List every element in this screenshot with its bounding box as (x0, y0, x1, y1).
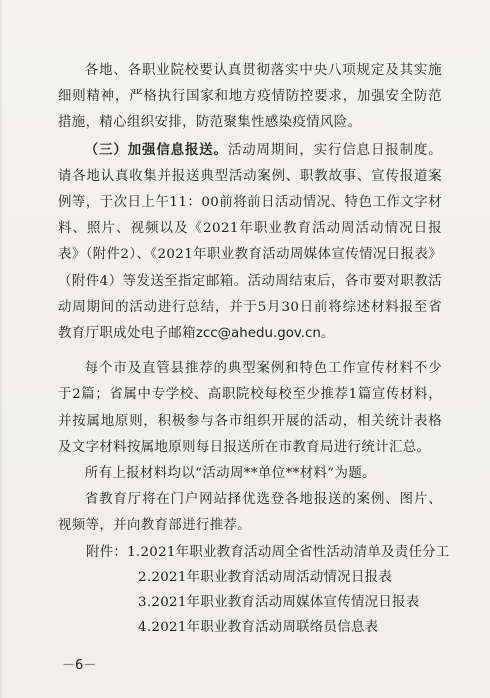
paragraph-info-end: 。 (320, 326, 335, 342)
paragraph-safety-text: 各地、各职业院校要认真贯彻落实中央八项规定及其实施细则精神，严格执行国家和地方疫情防控要求，加强安全防范措施，精心组织安排，防范聚集性感染疫情风险。 (58, 63, 442, 131)
attachments-label: 附件： (86, 545, 128, 560)
attachment-item: 3.2021年职业教育活动周媒体宣传情况日报表 (138, 595, 420, 610)
paragraph-info-text: 活动周期间，实行信息日报制度。请各地认真收集并报送典型活动案例、职教故事、宣传报道案例等，于次日上午11：00前将前日活动情况、特色工作文字材料、照片、视频以及《2021年职业教育活动周活动情况日报表》（附件2）、《2021年职业教育活动周媒体宣传情况日报表》（附件4）等发送至指定邮箱。活动周结束后，各市要对职教活动周期间的活动进行总结，并于5月30日前将综述材料报至省教育厅职成处电子邮箱 (58, 142, 443, 342)
paragraph-publication (58, 487, 442, 539)
attachment-item: 4.2021年职业教育活动周联络员信息表 (138, 620, 379, 635)
document-body (58, 58, 442, 540)
paragraph-title-format (58, 461, 442, 487)
attachment-row-2 (86, 565, 450, 590)
paragraph-safety (58, 58, 442, 137)
section-heading: （三）加强信息报送。 (84, 141, 228, 158)
paragraph-recommendation-text: 每个市及直管县推荐的典型案例和特色工作宣传材料不少于2篇；省属中专学校、高职院校每校至少推荐1篇宣传材料，并按属地原则，积极参与各市组织开展的活动，相关统计表格及文字材料按属地原则每日报送所在市教育局进行统计汇总。 (58, 361, 442, 455)
attachment-row-1 (86, 540, 450, 565)
email-address: zcc@ahedu.gov.cn (195, 326, 321, 342)
paragraph-title-format-text: 所有上报材料均以“活动周**单位**材料”为题。 (84, 466, 376, 482)
attachment-item: 2.2021年职业教育活动周活动情况日报表 (138, 570, 393, 585)
attachments-list (86, 540, 450, 640)
attachment-row-4 (86, 615, 450, 640)
page-number: －6－ (62, 658, 97, 673)
paragraph-recommendation (58, 356, 442, 461)
paragraph-publication-text: 省教育厅将在门户网站择优选登各地报送的案例、图片、视频等，并向教育部进行推荐。 (58, 492, 442, 534)
paragraph-info-reporting (58, 137, 442, 348)
attachment-item: 1.2021年职业教育活动周全省性活动清单及责任分工 (127, 545, 450, 560)
attachment-row-3 (86, 590, 450, 615)
page-edge-shadow (0, 0, 3, 698)
